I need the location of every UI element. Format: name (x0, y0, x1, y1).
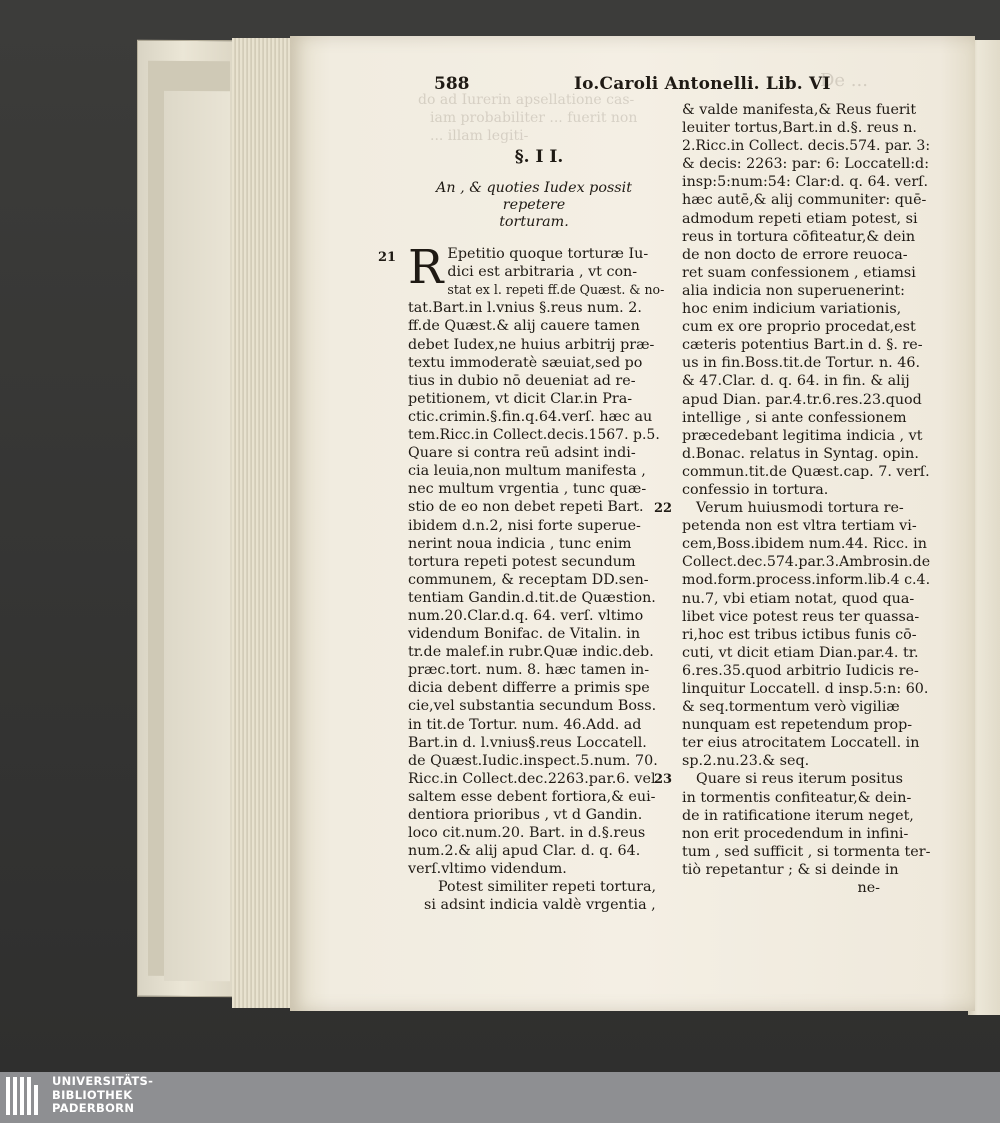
text-line: cum ex ore proprio procedat,est (682, 319, 916, 336)
page-number: 588 (434, 74, 470, 94)
text-line: verſ.vltimo videndum. (408, 861, 567, 878)
text-line: saltem esse debent fortiora,& eui- (408, 788, 656, 805)
text-line: ri,hoc est tribus ictibus funis cō- (682, 626, 917, 643)
text-line: nu.7, vbi etiam notat, quod qua- (682, 590, 915, 607)
text-line: tr.de malef.in rubr.Quæ indic.deb. (408, 644, 654, 661)
text-line: ter eius atrocitatem Loccatell. in (682, 735, 920, 752)
library-name-line: UNIVERSITÄTS- (52, 1074, 154, 1088)
text-line: communem, & receptam DD.sen- (408, 571, 649, 588)
right-column (654, 101, 931, 897)
text-line: & seq.tormentum verò vigiliæ (682, 699, 900, 716)
text-line: dentiora prioribus , vt d Gandin. (408, 807, 643, 823)
text-line: de non docto de errore reuoca- (682, 246, 908, 263)
text-line: linquitur Loccatell. d insp.5:n: 60. (682, 681, 929, 697)
paragraph-number: 22 (654, 501, 673, 517)
text-line: Verum huiusmodi tortura re- (696, 500, 904, 517)
text-line: Quare si contra reū adsint indi- (408, 445, 636, 462)
text-line: Potest similiter repeti tortura, (438, 879, 657, 896)
paragraph-left-2 (408, 878, 660, 914)
text-line: cæteris potentius Bart.in d. §. re- (682, 337, 923, 354)
text-line: petenda non est vltra tertiam vi- (682, 518, 917, 535)
text-line: ret suam confessionem , etiamsi (682, 264, 916, 281)
text-line: leuiter tortus,Bart.in d.§. reus n. (682, 120, 917, 137)
text-line: tortura repeti potest secundum (408, 553, 636, 570)
text-line: tius in dubio nō deueniat ad re- (408, 372, 636, 389)
text-line: cie,vel substantia secundum Boss. (408, 698, 657, 715)
bleed-through-text: iam probabiliter ... fuerit non (430, 110, 638, 126)
text-line: præcedebant legitima indicia , vt (682, 427, 923, 444)
text-line: admodum repeti etiam potest, si (682, 210, 918, 227)
paragraph-number: 23 (654, 772, 673, 788)
text-line: 6.res.35.quod arbitrio Iudicis re- (682, 662, 919, 679)
library-name (52, 1075, 153, 1116)
text-line: insp:5:num:54: Clar:d. q. 64. verſ. (682, 174, 928, 191)
text-line: de Quæst.Iudic.inspect.5.num. 70. (408, 752, 658, 769)
text-line: non erit procedendum in infini- (682, 825, 909, 842)
text-line: hæc autē,& alij communiter: quē- (682, 192, 927, 209)
text-line: loco cit.num.20. Bart. in d.§.reus (408, 825, 646, 842)
text-line: tat.Bart.in l.vnius §.reus num. 2. (408, 300, 642, 317)
bleed-through-text: do ad Iurerin apsellatione cas- (418, 92, 635, 108)
running-head (290, 74, 975, 104)
drop-capital: R (408, 240, 444, 296)
library-name-line: BIBLIOTHEK (52, 1087, 133, 1102)
text-line: num.2.& alij apud Clar. d. q. 64. (408, 843, 641, 860)
bleed-through-text: ... illam legiti- (430, 128, 529, 144)
text-line: libet vice potest reus ter quassa- (682, 608, 920, 625)
text-line: tiò repetantur ; & si deinde in (682, 861, 899, 878)
text-line: & valde manifesta,& Reus fuerit (682, 102, 917, 118)
text-line: ff.de Quæst.& alij cauere tamen (408, 318, 640, 335)
text-line: Bart.in d. l.vnius§.reus Loccatell. (408, 734, 647, 751)
section-mark: §. I I. (514, 147, 564, 167)
text-line: Collect.dec.574.par.3.Ambrosin.de (682, 554, 931, 571)
book-page (290, 36, 975, 1011)
text-line: cuti, vt dicit etiam Dian.par.4. tr. (682, 644, 919, 661)
text-line: in tit.de Tortur. num. 46.Add. ad (408, 716, 642, 733)
text-line: ibidem d.n.2, nisi forte superue- (408, 517, 641, 534)
text-line: tum , sed sufficit , si tormenta ter- (682, 843, 931, 860)
running-title: Io.Caroli Antonelli. Lib. VI (574, 74, 831, 94)
bleed-through-text: De ... (820, 70, 868, 91)
text-line: 2.Ricc.in Collect. decis.574. par. 3: (682, 138, 931, 155)
text-line: si adsint indicia valdè vrgentia , (424, 897, 656, 914)
text-line: nerint noua indicia , tunc enim (408, 535, 632, 552)
text-line: stio de eo non debet repeti Bart. (408, 499, 644, 516)
text-line: de in ratificatione iterum neget, (682, 807, 914, 824)
text-line: reus in tortura cōfiteatur,& dein (682, 228, 916, 245)
text-line: confessio in tortura. (682, 481, 829, 498)
text-line: mod.form.process.inform.lib.4 c.4. (682, 572, 931, 589)
text-line: debet Iudex,ne huius arbitrij præ- (408, 336, 655, 353)
text-line: nunquam est repetendum prop- (682, 717, 913, 734)
text-line: nec multum vrgentia , tunc quæ- (408, 481, 647, 498)
text-line: sp.2.nu.23.& seq. (682, 753, 810, 770)
text-line: d.Bonac. relatus in Syntag. opin. (682, 445, 919, 462)
library-name-line: PADERBORN (52, 1101, 135, 1115)
text-line: ctic.crimin.§.fin.q.64.verſ. hæc au (408, 408, 653, 425)
text-line: petitionem, vt dicit Clar.in Pra- (408, 390, 633, 407)
cover-paper (148, 61, 230, 976)
text-line: alia indicia non superuenerint: (682, 282, 905, 299)
text-line: Ricc.in Collect.dec.2263.par.6. vel (408, 770, 656, 787)
library-footer (0, 1072, 1000, 1123)
text-line: hoc enim indicium variationis, (682, 301, 902, 318)
paragraph-number: 21 (378, 250, 397, 266)
text-line: præc.tort. num. 8. hæc tamen in- (408, 662, 650, 679)
text-line: cem,Boss.ibidem num.44. Ricc. in (682, 536, 927, 553)
text-line: num.20.Clar.d.q. 64. verſ. vltimo (408, 607, 644, 624)
heading-line: An , & quoties Iudex possit repetere (436, 180, 632, 214)
text-line: dici est arbitraria , vt con- (447, 264, 638, 281)
text-line: & decis: 2263: par: 6: Loccatell:d: (682, 156, 930, 173)
catchword: ne- (857, 880, 880, 897)
paragraph-right-1 (682, 101, 930, 499)
section-heading (408, 180, 660, 231)
page-edges (232, 38, 296, 1008)
text-line: us in fin.Boss.tit.de Tortur. n. 46. (682, 355, 921, 372)
text-line: tem.Ricc.in Collect.decis.1567. p.5. (408, 427, 660, 444)
heading-line: torturam. (499, 214, 569, 231)
text-line: tentiam Gandin.d.tit.de Quæstion. (408, 589, 656, 606)
text-line: Epetitio quoque torturæ Iu- (447, 246, 649, 263)
text-line: dicia debent differre a primis spe (408, 680, 650, 697)
text-line: in tormentis confiteatur,& dein- (682, 789, 912, 806)
text-line: cia leuia,non multum manifesta , (408, 463, 646, 480)
text-line: videndum Bonifac. de Vitalin. in (408, 626, 641, 643)
text-line: intellige , si ante confessionem (682, 409, 907, 426)
text-line: & 47.Clar. d. q. 64. in fin. & alij (682, 373, 910, 390)
text-line: textu immoderatè sæuiat,sed po (408, 354, 643, 371)
library-logo-icon (6, 1077, 46, 1115)
paragraph-23 (654, 770, 931, 879)
paragraph-22 (654, 499, 931, 770)
text-line: Quare si reus iterum positus (696, 771, 904, 788)
cover-paper-inner (164, 91, 230, 981)
text-line: commun.tit.de Quæst.cap. 7. verſ. (682, 463, 930, 480)
text-line: apud Dian. par.4.tr.6.res.23.quod (682, 391, 922, 408)
text-line: stat ex l. repeti ff.de Quæst. & no- (447, 282, 665, 298)
